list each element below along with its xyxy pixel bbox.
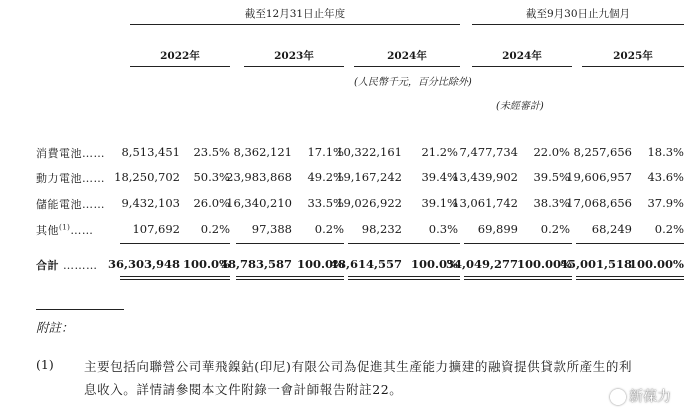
row-label-storage-battery: 儲能電池……: [36, 198, 105, 211]
total-cell: 100.00%: [629, 257, 684, 271]
cell: 19,026,922: [336, 196, 402, 210]
cell: 19,606,957: [566, 170, 632, 184]
total-cell: 100.0%: [411, 257, 458, 271]
subtotal-rule: [464, 243, 572, 244]
subtotal-rule: [120, 243, 230, 244]
cell: 50.3%: [193, 170, 230, 184]
cell: 39.1%: [421, 196, 458, 210]
year-rule-2023: [244, 66, 344, 67]
year-rule-2025-9m: [582, 66, 684, 67]
year-2024-fy: 2024年: [387, 50, 427, 62]
cell: 68,249: [591, 222, 632, 236]
cell: 18,250,702: [114, 170, 180, 184]
subtotal-rule: [236, 243, 344, 244]
row-label-consumer-battery: 消費電池……: [36, 147, 105, 160]
note-marker: (1): [36, 357, 54, 372]
cell: 98,232: [361, 222, 402, 236]
cell: 0.2%: [314, 222, 344, 236]
note-text-line2: 息收入。詳情請參閱本文件附錄一會計師報告附註22。: [84, 382, 403, 397]
total-cell: 100.0%: [297, 257, 344, 271]
cell: 23,983,868: [226, 170, 292, 184]
cell: 23.5%: [193, 145, 230, 159]
header-group-nine-months: 截至9月30日止九個月: [525, 8, 631, 20]
year-2024-9m: 2024年: [502, 50, 542, 62]
cell: 43.6%: [647, 170, 684, 184]
cell: 13,439,902: [452, 170, 518, 184]
year-rule-2024-fy: [354, 66, 460, 67]
header-group-fiscal-year: 截至12月31日止年度: [244, 8, 346, 20]
cell: 26.0%: [193, 196, 230, 210]
cell: 107,692: [132, 222, 180, 236]
header-rule-right: [472, 24, 684, 25]
cell: 37.9%: [647, 196, 684, 210]
cell: 97,388: [251, 222, 292, 236]
year-2023: 2023年: [274, 50, 314, 62]
cell: 49.2%: [307, 170, 344, 184]
year-2022: 2022年: [160, 50, 200, 62]
subtotal-rule: [576, 243, 684, 244]
cell: 13,061,742: [452, 196, 518, 210]
cell: 33.5%: [307, 196, 344, 210]
cell: 39.5%: [533, 170, 570, 184]
weibo-icon: [610, 389, 626, 405]
total-cell: 36,303,948: [107, 257, 180, 271]
cell: 16,340,210: [226, 196, 292, 210]
year-2025-9m: 2025年: [613, 50, 653, 62]
cell: 0.3%: [428, 222, 458, 236]
total-cell: 100.0%: [183, 257, 230, 271]
cell: 0.2%: [200, 222, 230, 236]
header-rule-left: [130, 24, 460, 25]
total-cell: 48,783,587: [219, 257, 292, 271]
cell: 7,477,734: [459, 145, 518, 159]
year-rule-2022: [130, 66, 230, 67]
row-label-total: 合計 ………: [36, 259, 98, 272]
cell: 10,322,161: [336, 145, 402, 159]
cell: 0.2%: [654, 222, 684, 236]
total-cell: 34,049,277: [445, 257, 518, 271]
total-cell: 48,614,557: [329, 257, 402, 271]
total-cell: 45,001,518: [559, 257, 632, 271]
total-cell: 100.00%: [517, 257, 572, 271]
unit-note: (人民幣千元，百分比除外): [354, 77, 472, 88]
row-label-power-battery: 動力電池……: [36, 172, 105, 185]
note-text-line1: 主要包括向聯營公司華飛鎳鈷(印尼)有限公司為促進其生產能力擴建的融資提供貸款所產生的利: [84, 359, 633, 374]
unaudited-note: (未經審計): [496, 101, 544, 112]
cell: 19,167,242: [336, 170, 402, 184]
row-label-other: 其他$^{(1)}$……: [36, 223, 94, 237]
cell: 8,513,451: [121, 145, 180, 159]
cell: 69,899: [477, 222, 518, 236]
notes-heading: 附註：: [36, 320, 74, 335]
cell: 18.3%: [647, 145, 684, 159]
cell: 8,362,121: [233, 145, 292, 159]
subtotal-rule: [348, 243, 460, 244]
footnote-marker: (1): [59, 223, 71, 232]
cell: 8,257,656: [573, 145, 632, 159]
cell: 9,432,103: [121, 196, 180, 210]
cell: 38.3%: [533, 196, 570, 210]
notes-separator: [36, 309, 124, 310]
cell: 0.2%: [540, 222, 570, 236]
watermark: 新葆力: [610, 386, 671, 406]
year-rule-2024-9m: [472, 66, 572, 67]
cell: 22.0%: [533, 145, 570, 159]
cell: 17.1%: [307, 145, 344, 159]
cell: 39.4%: [421, 170, 458, 184]
cell: 21.2%: [421, 145, 458, 159]
cell: 17,068,656: [566, 196, 632, 210]
